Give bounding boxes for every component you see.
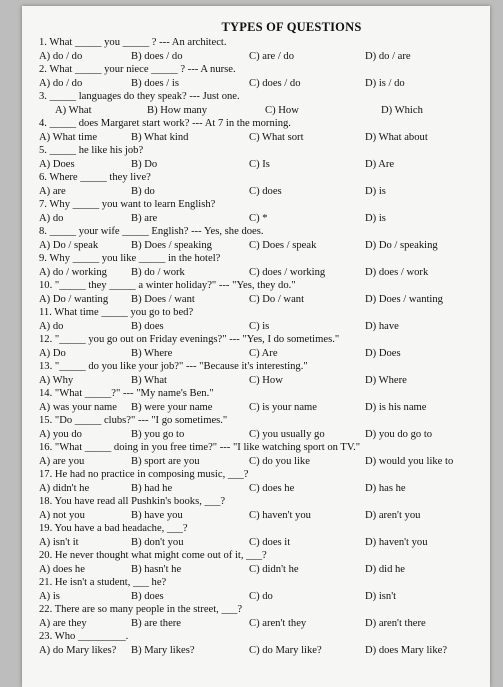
question-text: 18. You have read all Pushkin's books, ___?	[39, 496, 226, 507]
answer-options	[39, 590, 484, 604]
answer-options	[39, 401, 484, 415]
question-list	[39, 36, 484, 657]
question-text: 12. "_____ you go out on Friday evenings?" --- "Yes, I do sometimes."	[39, 334, 340, 345]
question-block	[39, 387, 484, 414]
answer-options	[39, 293, 484, 307]
answer-options	[39, 455, 484, 469]
question-block	[39, 306, 484, 333]
question-text: 2. What _____ your niece _____ ? --- A nurse.	[39, 64, 236, 75]
answer-option-b: B) are	[131, 212, 158, 224]
answer-option-a: A) Does	[39, 158, 75, 170]
answer-option-a: A) not you	[39, 509, 85, 521]
answer-option-b: B) Do	[131, 158, 158, 170]
question-text: 13. "_____ do you like your job?" --- "Because it's interesting."	[39, 361, 308, 372]
answer-option-a: A) Do / speak	[39, 239, 99, 251]
answer-option-d: D) aren't there	[365, 617, 426, 629]
answer-option-a: A) Why	[39, 374, 74, 386]
question-text: 7. Why _____ you want to learn English?	[39, 199, 216, 210]
answer-option-d: D) is / do	[365, 77, 405, 89]
answer-option-a: A) does he	[39, 563, 85, 575]
answer-option-a: A) What time	[39, 131, 98, 143]
answer-option-d: D) did he	[365, 563, 406, 575]
answer-options	[39, 617, 484, 631]
question-text: 15. "Do _____ clubs?" --- "I go sometimes."	[39, 415, 228, 426]
worksheet-content	[39, 20, 484, 657]
question-block	[39, 495, 484, 522]
answer-option-a: A) What	[55, 104, 92, 116]
worksheet-page	[22, 6, 490, 687]
answer-options	[39, 131, 484, 145]
answer-option-d: D) Are	[365, 158, 395, 170]
answer-options	[39, 509, 484, 523]
question-text: 8. _____ your wife _____ English? --- Yes, she does.	[39, 226, 264, 237]
answer-option-b: B) does	[131, 320, 164, 332]
question-text: 14. "What _____?" --- "My name's Ben."	[39, 388, 214, 399]
question-text: 21. He isn't a student, ___ he?	[39, 577, 167, 588]
answer-option-a: A) was your name	[39, 401, 117, 413]
question-block	[39, 63, 484, 90]
question-text: 17. He had no practice in composing music, ___?	[39, 469, 249, 480]
question-block	[39, 279, 484, 306]
answer-option-c: C) haven't you	[249, 509, 311, 521]
question-text: 16. "What _____ doing in you free time?" --- "I like watching sport on TV."	[39, 442, 361, 453]
answer-option-b: B) have you	[131, 509, 183, 521]
answer-option-c: C) does / do	[249, 77, 301, 89]
answer-option-d: D) Do / speaking	[365, 239, 438, 251]
question-block	[39, 576, 484, 603]
answer-option-d: D) What about	[365, 131, 428, 143]
question-block	[39, 468, 484, 495]
question-block	[39, 252, 484, 279]
answer-option-a: A) Do	[39, 347, 66, 359]
question-block	[39, 198, 484, 225]
answer-option-a: A) do / working	[39, 266, 107, 278]
answer-option-d: D) has he	[365, 482, 406, 494]
question-block	[39, 333, 484, 360]
answer-options	[39, 212, 484, 226]
answer-option-b: B) Does / speaking	[131, 239, 212, 251]
answer-options	[39, 563, 484, 577]
answer-option-a: A) do	[39, 320, 64, 332]
answer-options	[39, 428, 484, 442]
answer-option-d: D) is	[365, 212, 386, 224]
answer-option-d: D) aren't you	[365, 509, 421, 521]
answer-option-c: C) How	[265, 104, 299, 116]
answer-option-c: C) does it	[249, 536, 291, 548]
question-text: 10. "_____ they _____ a winter holiday?" --- "Yes, they do."	[39, 280, 296, 291]
answer-option-c: C) What sort	[249, 131, 304, 143]
answer-option-d: D) Where	[365, 374, 407, 386]
question-text: 19. You have a bad headache, ___?	[39, 523, 188, 534]
answer-option-b: B) How many	[147, 104, 208, 116]
answer-option-c: C) *	[249, 212, 268, 224]
answer-option-d: D) haven't you	[365, 536, 428, 548]
answer-options	[39, 482, 484, 496]
answer-option-b: B) does	[131, 590, 164, 602]
question-text: 22. There are so many people in the street, ___?	[39, 604, 243, 615]
answer-option-c: C) Do / want	[249, 293, 305, 305]
question-block	[39, 630, 484, 657]
answer-option-c: C) does	[249, 185, 282, 197]
answer-option-c: C) do you like	[249, 455, 310, 467]
answer-option-b: B) Mary likes?	[131, 644, 195, 656]
answer-option-b: B) had he	[131, 482, 173, 494]
answer-option-c: C) didn't he	[249, 563, 299, 575]
question-block	[39, 90, 484, 117]
answer-option-d: D) is	[365, 185, 386, 197]
answer-option-d: D) would you like to	[365, 455, 454, 467]
answer-option-c: C) you usually go	[249, 428, 325, 440]
answer-option-b: B) are there	[131, 617, 181, 629]
question-text: 9. Why _____ you like _____ in the hotel?	[39, 253, 221, 264]
answer-option-c: C) Are	[249, 347, 278, 359]
answer-option-d: D) Does / wanting	[365, 293, 443, 305]
question-block	[39, 117, 484, 144]
question-text: 11. What time _____ you go to bed?	[39, 307, 194, 318]
question-block	[39, 144, 484, 171]
answer-option-d: D) have	[365, 320, 399, 332]
answer-option-a: A) do / do	[39, 77, 83, 89]
answer-option-d: D) you do go to	[365, 428, 433, 440]
answer-option-b: B) does / is	[131, 77, 179, 89]
answer-options	[39, 185, 484, 199]
answer-option-d: D) does Mary like?	[365, 644, 448, 656]
answer-option-d: D) is his name	[365, 401, 427, 413]
question-block	[39, 36, 484, 63]
question-block	[39, 549, 484, 576]
question-block	[39, 414, 484, 441]
answer-option-d: D) Does	[365, 347, 401, 359]
answer-option-b: B) Does / want	[131, 293, 195, 305]
answer-option-c: C) does he	[249, 482, 295, 494]
answer-option-c: C) is your name	[249, 401, 317, 413]
question-block	[39, 522, 484, 549]
answer-option-a: A) are they	[39, 617, 87, 629]
answer-option-a: A) do Mary likes?	[39, 644, 117, 656]
answer-options	[39, 50, 484, 64]
answer-options	[39, 104, 484, 118]
answer-option-b: B) does / do	[131, 50, 183, 62]
answer-options	[39, 374, 484, 388]
answer-option-a: A) do	[39, 212, 64, 224]
question-block	[39, 441, 484, 468]
answer-options	[39, 239, 484, 253]
answer-option-c: C) does / working	[249, 266, 326, 278]
question-block	[39, 171, 484, 198]
answer-options	[39, 320, 484, 334]
answer-option-a: A) is	[39, 590, 60, 602]
answer-option-b: B) don't you	[131, 536, 184, 548]
answer-option-d: D) does / work	[365, 266, 429, 278]
answer-option-b: B) What kind	[131, 131, 189, 143]
answer-options	[39, 644, 484, 658]
answer-option-c: C) do Mary like?	[249, 644, 322, 656]
question-block	[39, 360, 484, 387]
answer-option-b: B) hasn't he	[131, 563, 182, 575]
question-block	[39, 225, 484, 252]
answer-option-a: A) are	[39, 185, 66, 197]
answer-option-c: C) aren't they	[249, 617, 307, 629]
question-text: 3. _____ languages do they speak? --- Just one.	[39, 91, 240, 102]
answer-option-d: D) do / are	[365, 50, 411, 62]
answer-option-b: B) you go to	[131, 428, 185, 440]
answer-option-b: B) were your name	[131, 401, 213, 413]
answer-option-b: B) What	[131, 374, 167, 386]
answer-option-c: C) are / do	[249, 50, 295, 62]
answer-option-a: A) do / do	[39, 50, 83, 62]
question-text: 6. Where _____ they live?	[39, 172, 151, 183]
question-text: 23. Who _________.	[39, 631, 129, 642]
question-text: 20. He never thought what might come out of it, ___?	[39, 550, 267, 561]
answer-option-a: A) you do	[39, 428, 82, 440]
answer-options	[39, 158, 484, 172]
question-text: 1. What _____ you _____ ? --- An architect.	[39, 37, 227, 48]
page-title: TYPES OF QUESTIONS	[221, 20, 362, 34]
answer-option-b: B) do	[131, 185, 155, 197]
answer-option-a: A) isn't it	[39, 536, 79, 548]
answer-option-d: D) isn't	[365, 590, 397, 602]
answer-options	[39, 347, 484, 361]
answer-option-c: C) do	[249, 590, 273, 602]
question-block	[39, 603, 484, 630]
answer-option-a: A) didn't he	[39, 482, 90, 494]
question-text: 5. _____ he like his job?	[39, 145, 144, 156]
answer-option-c: C) How	[249, 374, 283, 386]
question-text: 4. _____ does Margaret start work? --- At 7 in the morning.	[39, 118, 291, 129]
answer-option-c: C) Does / speak	[249, 239, 317, 251]
answer-option-a: A) Do / wanting	[39, 293, 109, 305]
answer-option-c: C) Is	[249, 158, 270, 170]
answer-options	[39, 266, 484, 280]
answer-option-d: D) Which	[381, 104, 423, 116]
answer-option-c: C) is	[249, 320, 270, 332]
answer-option-b: B) sport are you	[131, 455, 200, 467]
answer-options	[39, 536, 484, 550]
answer-options	[39, 77, 484, 91]
answer-option-a: A) are you	[39, 455, 85, 467]
answer-option-b: B) do / work	[131, 266, 185, 278]
answer-option-b: B) Where	[131, 347, 173, 359]
